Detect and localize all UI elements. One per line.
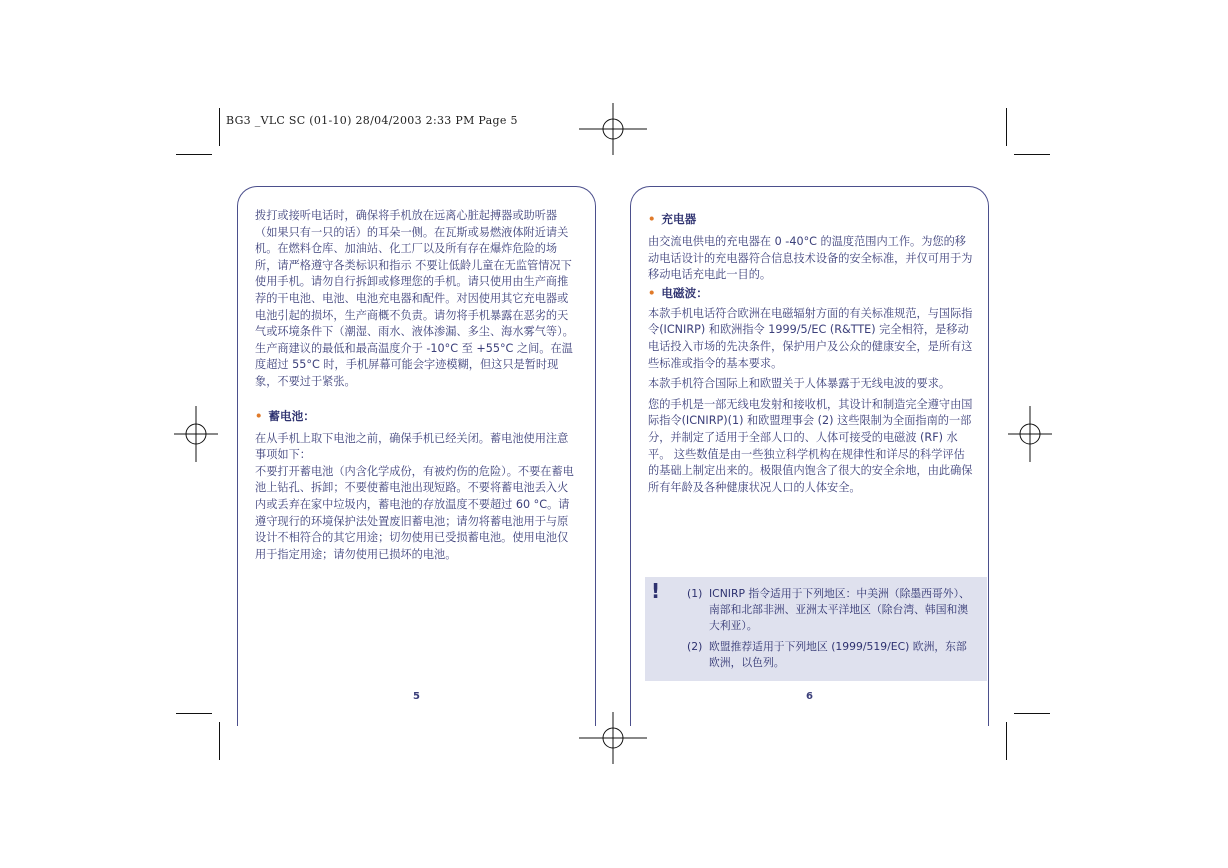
battery-para-2: 不要打开蓄电池（内含化学成份，有被灼伤的危险）。不要在蓄电池上钻孔、拆卸；不要使蓄电池出现短路。不要将蓄电池丢入火内或丢弃在家中垃圾内，蓄电池的存放温度不要超过 60 °C。请遵守现行的环境保护法处置废旧蓄电池；请勿将蓄电池用于与原设计不相符合的其它用途；切勿使用已受损蓄电池。使用电池仅用于指定用途；请勿使用已损坏的电池。 — [255, 464, 574, 561]
registration-mark-left — [174, 406, 218, 462]
exclamation-icon: ! — [651, 579, 661, 603]
footnote-1-text: ICNIRP 指令适用于下列地区：中美洲（除墨西哥外）、南部和北部非洲、亚洲太平洋地区（除台湾、韩国和澳大利亚）。 — [709, 587, 970, 632]
footnote-2-text: 欧盟推荐适用于下列地区 (1999/519/EC) 欧洲，东部欧洲，以色列。 — [709, 640, 967, 669]
crop-mark-bl-vertical — [219, 722, 220, 760]
crop-mark-br-vertical — [1006, 722, 1007, 760]
left-page-content — [255, 208, 579, 563]
em-para-2: 本款手机符合国际上和欧盟关于人体暴露于无线电波的要求。 — [648, 377, 951, 391]
bullet-icon: • — [648, 212, 656, 226]
right-page-content — [648, 210, 974, 500]
battery-para-1: 在从手机上取下电池之前，确保手机已经关闭。蓄电池使用注意事项如下： — [255, 431, 569, 462]
page-number-right: 6 — [806, 691, 813, 702]
em-title: 电磁波： — [661, 285, 708, 300]
em-para-3: 您的手机是一部无线电发射和接收机，其设计和制造完全遵守由国际指令(ICNIRP)(1) 和欧盟理事会 (2) 这些限制为全面指南的一部分，并制定了适用于全部人口的、人体可接受的电磁波 (RF) 水平。 这些数值是由一些独立科学机构在规律性和详尽的科学评估的基础上制定出来的。极限值内饱含了很大的安全余地，由此确保所有年龄及各种健康状况人口的人体安全。 — [648, 397, 973, 494]
crop-mark-tr-vertical — [1006, 108, 1007, 146]
charger-title: 充电器 — [661, 212, 697, 226]
print-slug: BG3 _VLC SC (01-10) 28/04/2003 2:33 PM Page 5 — [226, 114, 518, 127]
footnote-box — [645, 577, 987, 681]
bullet-icon: • — [648, 285, 656, 300]
footnote-2-number: (2) — [687, 640, 703, 653]
page-number-left: 5 — [413, 691, 420, 702]
battery-heading — [255, 407, 579, 425]
registration-mark-top — [579, 103, 647, 155]
charger-heading — [648, 210, 974, 228]
footnote-1 — [687, 586, 977, 634]
em-heading — [648, 284, 974, 302]
crop-mark-tl-vertical — [219, 108, 220, 146]
crop-mark-bl-horizontal — [176, 713, 212, 714]
crop-mark-br-horizontal — [1014, 713, 1050, 714]
crop-mark-tl-horizontal — [176, 154, 212, 155]
crop-mark-tr-horizontal — [1014, 154, 1050, 155]
footnote-2 — [687, 639, 977, 671]
battery-title: 蓄电池： — [268, 408, 315, 423]
bullet-icon: • — [255, 408, 263, 423]
left-intro-text: 拨打或接听电话时，确保将手机放在远离心脏起搏器或助听器（如果只有一只的话）的耳朵一侧。在瓦斯或易燃液体附近请关机。在燃料仓库、加油站、化工厂以及所有存在爆炸危险的场所，请严格遵守各类标识和指示 不要让低龄儿童在无监管情况下使用手机。请勿自行拆卸或修理您的手机。请只使用由生产商推荐的干电池、电池、电池充电器和配件。对因使用其它充电器或电池引起的损坏，生产商概不负责。请勿将手机暴露在恶劣的天气或环境条件下（潮湿、雨水、液体渗漏、多尘、海水雾气等）。生产商建议的最低和最高温度介于 -10°C 至 +55°C 之间。在温度超过 55°C 时，手机屏幕可能会字迹模糊，但这只是暂时现象，不要过于紧张。 — [255, 209, 574, 388]
registration-mark-right — [1008, 406, 1052, 462]
footnote-1-number: (1) — [687, 587, 703, 600]
em-para-1: 本款手机电话符合欧洲在电磁辐射方面的有关标准规范，与国际指令(ICNIRP) 和欧洲指令 1999/5/EC (R&TTE) 完全相符，是移动电话投入市场的先决条件，保护用户及公众的健康安全，是所有这些标准或指令的基本要求。 — [648, 306, 973, 370]
charger-text: 由交流电供电的充电器在 0 -40°C 的温度范围内工作。为您的移动电话设计的充电器符合信息技术设备的安全标准，并仅可用于为移动电话充电此一目的。 — [648, 235, 973, 282]
